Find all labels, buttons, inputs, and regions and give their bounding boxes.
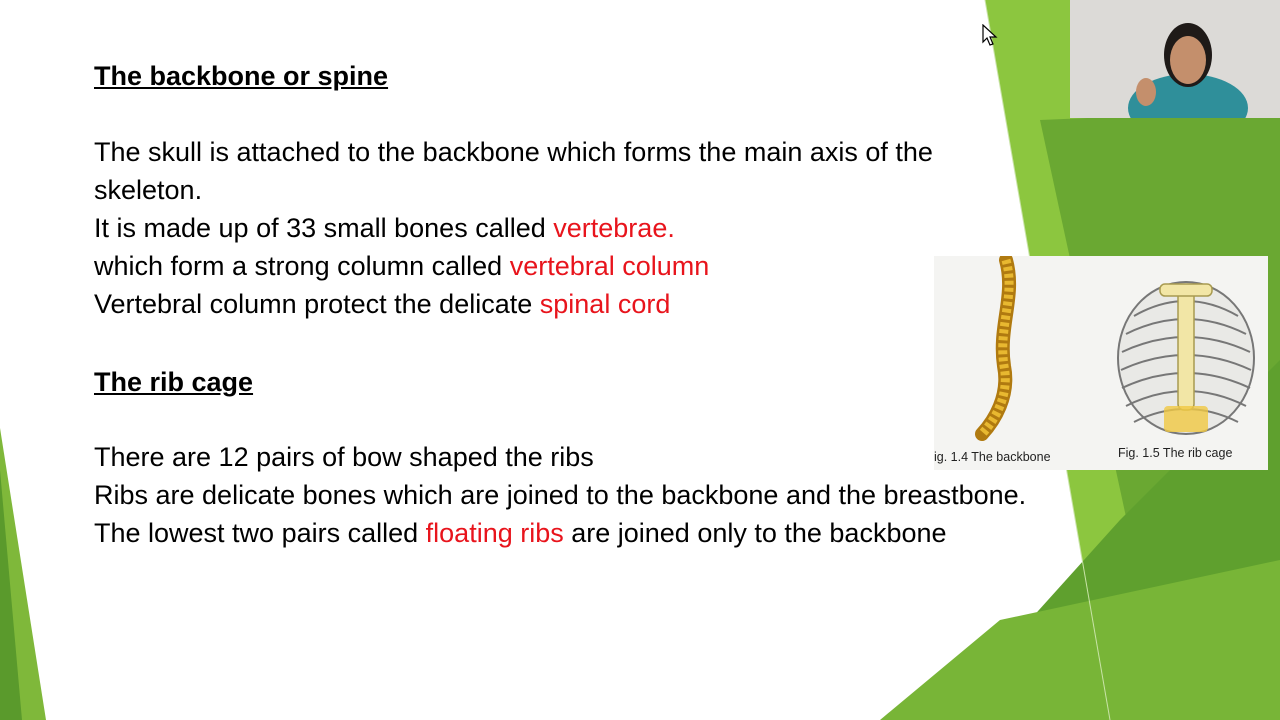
line-text: skeleton.	[94, 175, 203, 205]
body-line	[94, 285, 670, 323]
heading-backbone: The backbone or spine	[94, 61, 389, 91]
line-text: The lowest two pairs called	[94, 518, 426, 548]
body-line	[94, 438, 594, 476]
line-text: There are 12 pairs of bow shaped the ribs	[94, 442, 594, 472]
presenter-webcam	[1070, 0, 1280, 118]
line-text: Vertebral column protect the delicate	[94, 289, 540, 319]
backbone-illustration	[934, 256, 1268, 470]
presenter-avatar	[1070, 0, 1280, 118]
figure-panel	[934, 256, 1268, 470]
highlighted-term: spinal cord	[539, 289, 671, 319]
body-line	[94, 133, 933, 171]
line-text: The skull is attached to the backbone which forms the main axis of the	[94, 137, 933, 167]
line-text: are joined only to the backbone	[563, 518, 947, 548]
highlighted-term: vertebrae.	[553, 213, 675, 243]
line-text: It is made up of 33 small bones called	[94, 213, 554, 243]
ribcage-caption: Fig. 1.5 The rib cage	[1118, 446, 1233, 460]
mouse-cursor-icon	[982, 24, 998, 46]
body-line	[94, 247, 709, 285]
line-text: which form a strong column called	[94, 251, 510, 281]
backbone-caption: ig. 1.4 The backbone	[934, 450, 1051, 464]
body-line	[94, 514, 947, 552]
body-line	[94, 209, 675, 247]
highlighted-term: vertebral column	[509, 251, 710, 281]
body-line	[94, 476, 1026, 514]
heading-rib-cage: The rib cage	[94, 367, 254, 397]
highlighted-term: floating ribs	[425, 518, 564, 548]
body-line	[94, 171, 202, 209]
line-text: Ribs are delicate bones which are joined to the backbone and the breastbone.	[94, 480, 1027, 510]
